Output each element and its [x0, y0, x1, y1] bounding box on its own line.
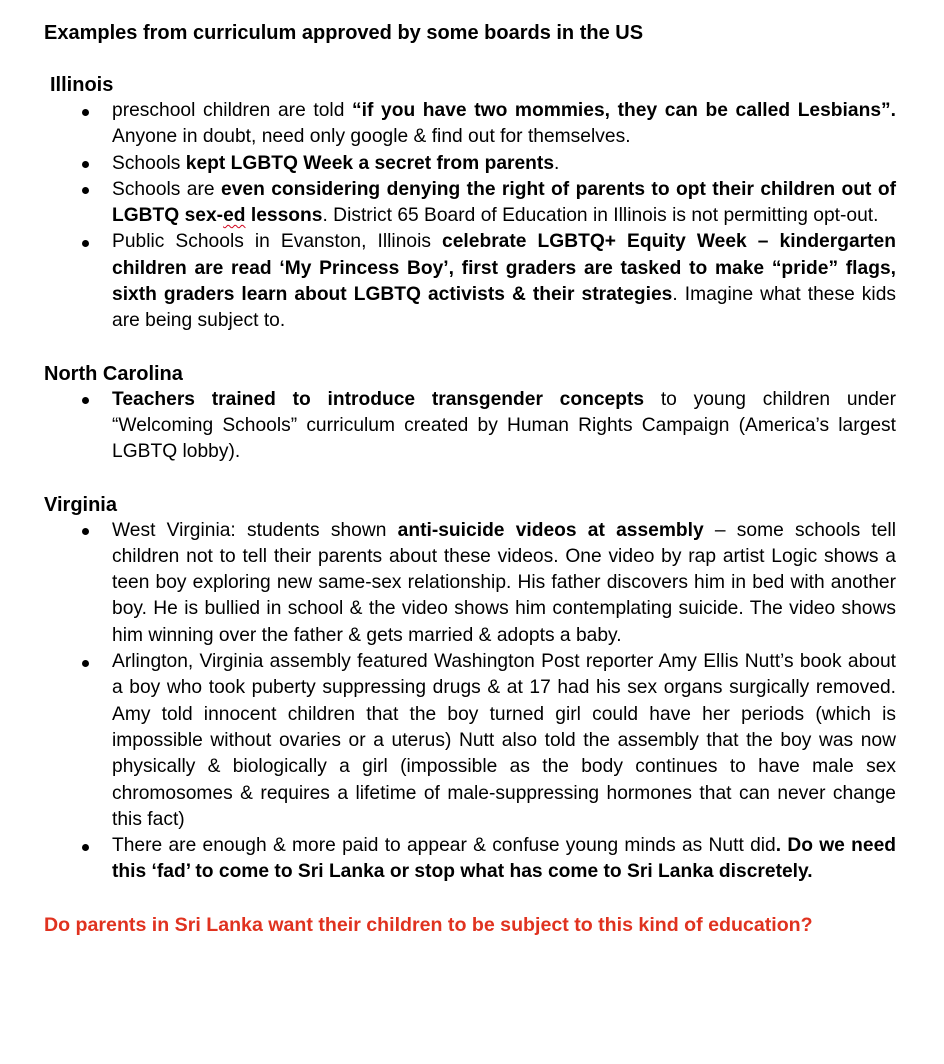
- item-emphasis: even considering denying the right of parents to opt their children out of LGBTQ sex-: [112, 178, 896, 227]
- item-text: Arlington, Virginia assembly featured Washington Post reporter Amy Ellis Nutt’s book about a boy who took puberty suppressing drugs & at 17 had his sex organs surgically removed. Amy told innocent children that the boy turned girl could have her periods (which is impossible without ovaries or a uterus) Nutt also told the assembly that the boy was now physically & biologically a girl (impossible as the body continues to have male sex chromosomes & requires a lifetime of male-suppressing hormones that can never change this fact): [112, 651, 896, 830]
- bullet-icon: [82, 109, 89, 116]
- item-text: Schools: [112, 152, 186, 174]
- list-item: [44, 518, 896, 649]
- item-emphasis: anti-suicide videos at assembly: [397, 519, 704, 541]
- list-item: [44, 833, 896, 886]
- virginia-bullet-list: [44, 518, 896, 886]
- item-emphasis: kept LGBTQ Week a secret from parents: [185, 152, 555, 174]
- list-item: [44, 151, 896, 177]
- item-text: preschool children are told: [112, 100, 353, 121]
- item-emphasis: celebrate LGBTQ+ Equity Week – kindergarten children are read ‘My Princess Boy’, first graders are tasked to make “pride” flags, sixth graders learn about LGBTQ activists & their strategies: [112, 231, 896, 306]
- item-text: . District 65 Board of Education in Illinois is not permitting opt-out.: [322, 205, 879, 227]
- illinois-bullet-list: [44, 98, 896, 335]
- bullet-icon: [82, 187, 89, 194]
- section-heading-north-carolina: North Carolina: [44, 362, 183, 385]
- bullet-icon: [82, 844, 89, 851]
- item-text: There are enough & more paid to appear & confuse young minds as Nutt did: [112, 835, 776, 857]
- section-heading-illinois: Illinois: [50, 74, 114, 96]
- section-virginia: [44, 492, 896, 886]
- bullet-icon: [82, 660, 89, 667]
- document-title: Examples from curriculum approved by some boards in the US: [44, 22, 644, 44]
- bullet-icon: [82, 240, 89, 247]
- section-north-carolina: [44, 361, 896, 466]
- bullet-icon: [82, 161, 89, 168]
- item-emphasis: Teachers trained to introduce transgender concepts: [112, 388, 645, 410]
- section-heading-virginia: Virginia: [44, 493, 117, 516]
- list-item: [44, 98, 896, 151]
- bullet-icon: [82, 397, 89, 404]
- item-text: . Imagine what these kids are being subject to.: [112, 284, 896, 332]
- item-text: West Virginia: students shown: [112, 519, 398, 541]
- north-carolina-bullet-list: [44, 387, 896, 466]
- item-text: Public Schools in Evanston, Illinois: [112, 231, 443, 253]
- item-text: to young children under “Welcoming Schools” curriculum created by Human Rights Campaign (America’s largest LGBTQ lobby).: [112, 388, 896, 463]
- item-emphasis: . Do we need this ‘fad’ to come to Sri Lanka or stop what has come to Sri Lanka discretely.: [112, 835, 896, 883]
- bullet-icon: [82, 528, 89, 535]
- item-text: Anyone in doubt, need only google & find out for themselves.: [112, 126, 631, 148]
- section-illinois: [44, 72, 896, 335]
- item-text: Schools are: [112, 178, 221, 200]
- spellcheck-flagged-word: ed: [223, 205, 246, 227]
- item-emphasis: “if you have two mommies, they can be called Lesbians”.: [352, 100, 896, 121]
- list-item: [44, 177, 896, 230]
- item-emphasis: lessons: [245, 205, 323, 227]
- closing-question: Do parents in Sri Lanka want their children to be subject to this kind of education?: [44, 913, 813, 936]
- item-text: – some schools tell children not to tell their parents about these videos. One video by rap artist Logic shows a teen boy exploring new same-sex relationship. His father discovers him in bed with another boy. He is bullied in school & the video shows him contemplating suicide. The video shows him winning over the father & gets married & adopts a baby.: [112, 519, 896, 646]
- list-item: [44, 387, 896, 466]
- item-text: .: [554, 152, 560, 174]
- list-item: [44, 649, 896, 833]
- list-item: [44, 229, 896, 334]
